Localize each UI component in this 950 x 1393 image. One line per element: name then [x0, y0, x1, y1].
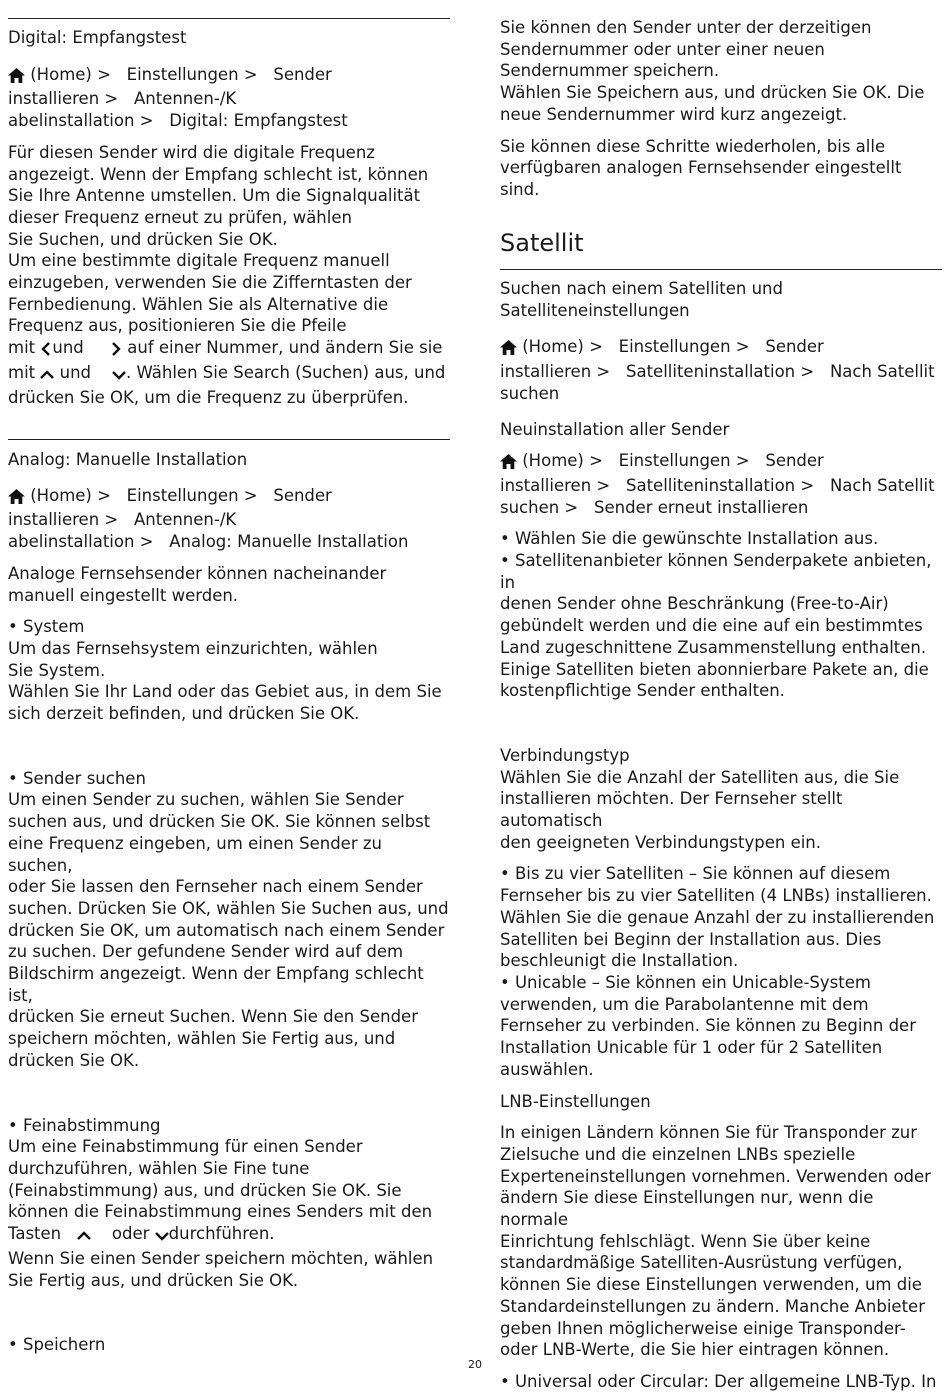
menu-path: (Home) > Einstellungen > Sender installieren > Satelliteninstallation > Nach Satellit suchen > Sender erneut installieren	[500, 451, 935, 517]
save-item: • Speichern	[8, 1335, 106, 1355]
bullet-list: • Wählen Sie die gewünschte Installation aus. • Satellitenanbieter können Senderpakete anbieten, in denen Sender ohne Beschränkung (Free-to-Air) gebündelt werden und die eine auf ein bestimmtes Land zugeschnittene Zusammenstellung enthalten. Einige Satelliten bieten abonnierbare Pakete an, die kostenpflichtige Sender enthalten.	[500, 529, 932, 701]
home-icon	[500, 453, 517, 475]
chapter-title: Satellit	[500, 229, 584, 257]
page-number: 20	[468, 1358, 482, 1371]
subheading: Neuinstallation aller Sender	[500, 419, 730, 439]
section-divider	[8, 439, 450, 440]
body-text: Für diesen Sender wird die digitale Frequenz angezeigt. Wenn der Empfang schlecht ist, können Sie Ihre Antenne umstellen. Um die Signalqualität dieser Frequenz erneut zu prüfen, wählen Sie Suchen, und drücken Sie OK. Um eine bestimmte digitale Frequenz manuell einzugeben, verwenden Sie die Zifferntasten der Fernbedienung. Wählen Sie als Alternative die Frequenz aus, positionieren Sie die Pfeile mit und auf einer Nummer, und ändern Sie sie mit und . Wählen Sie Search (Suchen) aus, und drücken Sie OK, um die Frequenz zu überprüfen.	[8, 142, 446, 407]
section-divider	[8, 18, 450, 19]
chevron-up-icon	[77, 1226, 91, 1248]
chevron-left-icon	[40, 340, 52, 362]
lnb-heading: LNB-Einstellungen	[500, 1091, 651, 1111]
chevron-down-icon	[112, 365, 126, 387]
section-heading: Suchen nach einem Satelliten und Satelliteneinstellungen	[500, 279, 783, 320]
section-heading: Analog: Manuelle Installation	[8, 450, 248, 469]
fine-tune-item: • Feinabstimmung Um eine Feinabstimmung für einen Sender durchzuführen, wählen Sie Fine tune (Feinabstimmung) aus, und drücken Sie OK. Sie können die Feinabstimmung eines Senders mit den Tasten oder durchführen. Wenn Sie einen Sender speichern möchten, wählen Sie Fertig aus, und drücken Sie OK.	[8, 1115, 434, 1290]
chevron-up-icon	[40, 365, 54, 387]
chevron-down-icon	[155, 1226, 169, 1248]
connection-options: • Bis zu vier Satelliten – Sie können auf diesem Fernseher bis zu vier Satelliten (4 LNBs) installieren. Wählen Sie die genaue Anzahl der zu installierenden Satelliten bei Beginn der Installation aus. Dies beschleunigt die Installation. • Unicable – Sie können ein Unicable-System verwenden, um die Parabolantenne mit dem Fernseher zu verbinden. Sie können zu Beginn der Installation Unicable für 1 oder für 2 Satelliten auswählen.	[500, 864, 935, 1079]
system-item: • System Um das Fernsehsystem einzurichten, wählen Sie System. Wählen Sie Ihr Land oder das Gebiet aus, in dem Sie sich derzeit befinden, und drücken Sie OK.	[8, 617, 442, 724]
section-divider	[500, 269, 942, 270]
section-analog-manual-installation	[8, 449, 450, 1356]
lnb-text: In einigen Ländern können Sie für Transponder zur Zielsuche und die einzelnen LNBs spezielle Experteneinstellungen vornehmen. Verwenden oder ändern Sie diese Einstellungen nur, wenn die normale Einrichtung fehlschlägt. Wenn Sie über keine standardmäßige Satelliten-Ausrüstung verfügen, können Sie diese Einstellungen verwenden, um die Standardeinstellungen zu ändern. Manche Anbieter geben Ihnen möglicherweise einige Transponder- oder LNB-Werte, die Sie hier eintragen können.	[500, 1123, 931, 1360]
search-item: • Sender suchen Um einen Sender zu suchen, wählen Sie Sender suchen aus, und drücken Sie OK. Sie können selbst eine Frequenz eingeben, um einen Sender zu suchen, oder Sie lassen den Fernseher nach einem Sender suchen. Drücken Sie OK, wählen Sie Suchen aus, und drücken Sie OK, um automatisch nach einem Sender zu suchen. Der gefundene Sender wird auf dem Bildschirm angezeigt. Wenn der Empfang schlecht ist, drücken Sie erneut Suchen. Wenn Sie den Sender speichern möchten, wählen Sie Fertig aus, und drücken Sie OK.	[8, 768, 449, 1070]
connection-type: Verbindungstyp Wählen Sie die Anzahl der Satelliten aus, die Sie installieren möchten. Der Fernseher stellt automatisch den geeigneten Verbindungstypen ein.	[500, 745, 900, 852]
menu-path: (Home) > Einstellungen > Sender installieren > Antennen-/K abelinstallation > Analog: Manuelle Installation	[8, 485, 409, 552]
home-icon	[8, 488, 25, 510]
section-heading: Digital: Empfangstest	[8, 28, 187, 47]
section-digital-reception-test	[8, 27, 450, 408]
lnb-type-item: • Universal oder Circular: Der allgemeine LNB-Typ. In	[500, 1371, 937, 1391]
menu-path: (Home) > Einstellungen > Sender installieren > Antennen-/K abelinstallation > Digital: Empfangstest	[8, 64, 348, 131]
home-icon	[500, 339, 517, 361]
menu-path: (Home) > Einstellungen > Sender installieren > Satelliteninstallation > Nach Satellit suchen	[500, 337, 935, 403]
section-satellite-search	[500, 278, 942, 1393]
analog-save-text: Sie können den Sender unter der derzeitigen Sendernummer oder unter einer neuen Sendernummer speichern. Wählen Sie Speichern aus, und drücken Sie OK. Die neue Sendernummer wird kurz angezeigt. Sie können diese Schritte wiederholen, bis alle verfügbaren analogen Fernsehsender eingestellt sind.	[500, 18, 925, 199]
home-icon	[8, 67, 25, 89]
chevron-right-icon	[110, 340, 122, 362]
body-text: Analoge Fernsehsender können nacheinander manuell eingestellt werden.	[8, 563, 387, 605]
